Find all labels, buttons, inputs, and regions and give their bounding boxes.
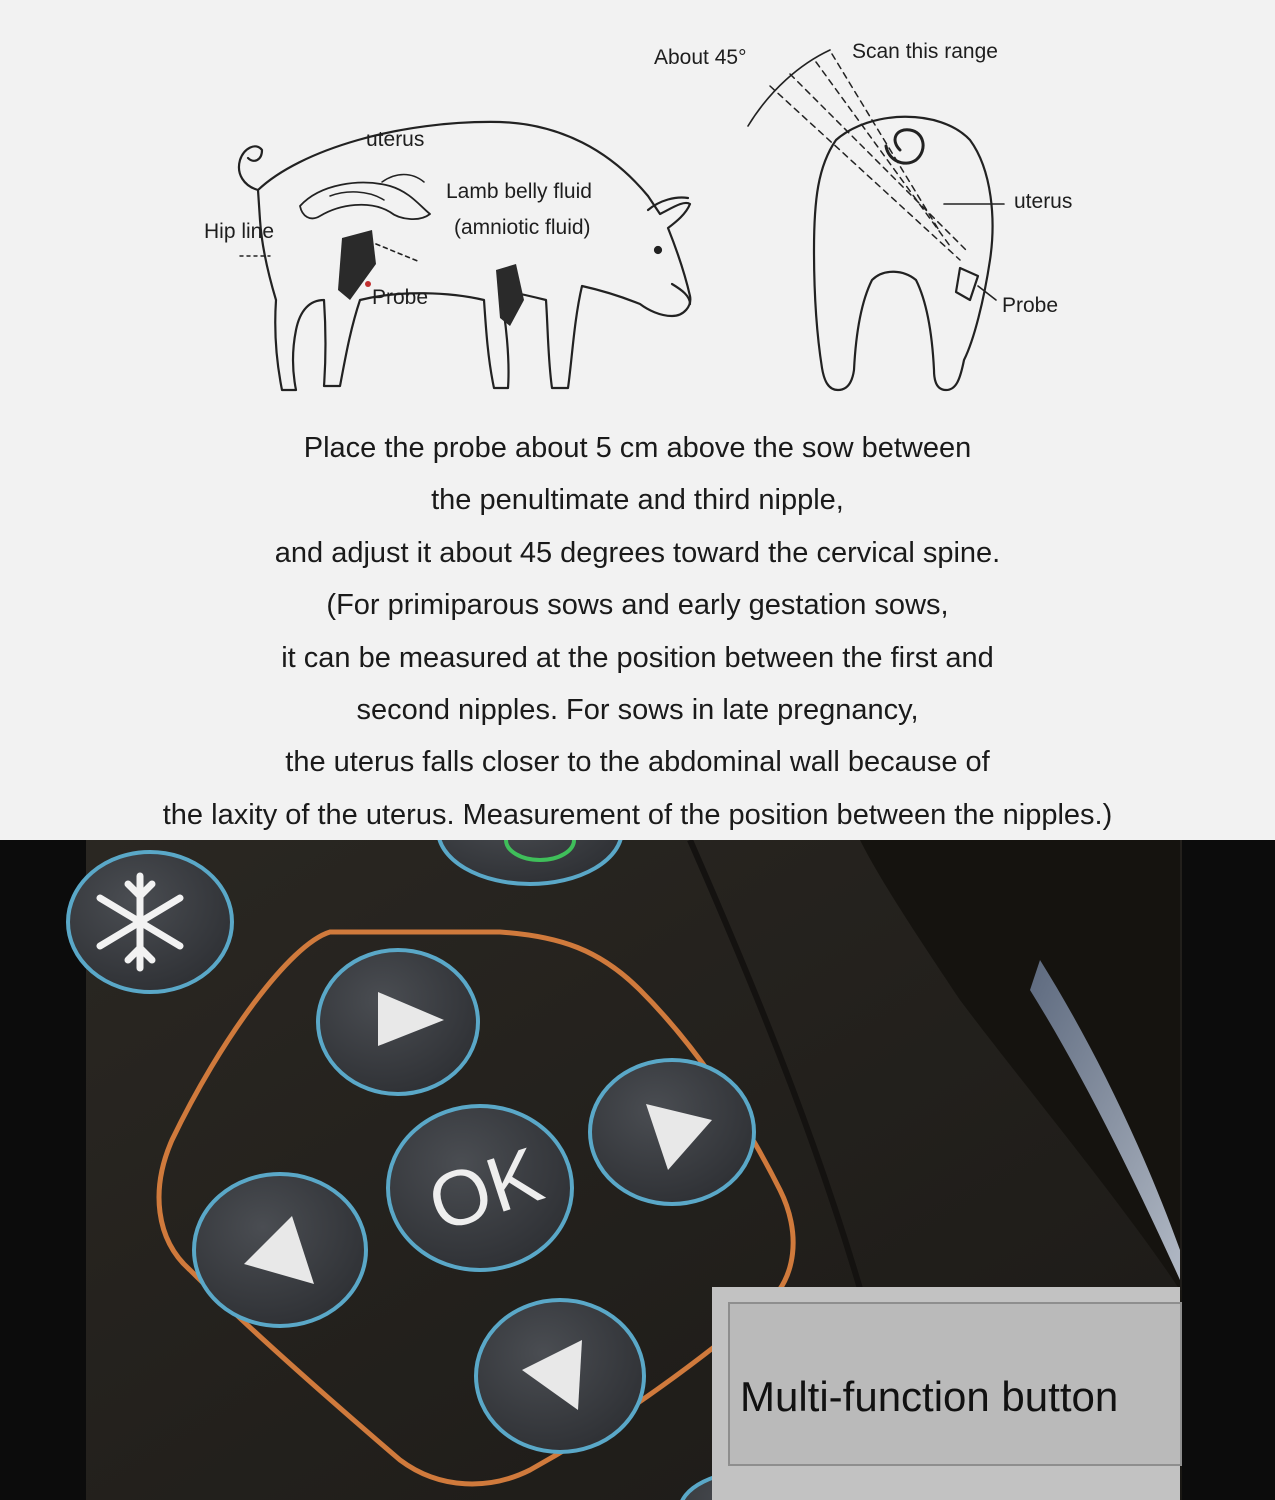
freeze-button[interactable] [68, 852, 232, 992]
rear-probe [956, 268, 978, 300]
instruction-line: the uterus falls closer to the abdominal wall because of [285, 746, 990, 779]
ok-button[interactable] [388, 1106, 572, 1270]
scan-ray-1 [770, 86, 960, 260]
pig-tail [239, 146, 262, 190]
scan-ray-2 [790, 74, 968, 252]
instruction-line: the penultimate and third nipple, [431, 484, 844, 517]
left-button[interactable] [194, 1174, 366, 1326]
pig-diagram-illustration [0, 0, 1275, 420]
probe-pointer-line [978, 286, 996, 300]
label-scan-range: Scan this range [852, 40, 998, 63]
callout-label: Multi-function button [740, 1373, 1119, 1420]
right-button[interactable] [590, 1060, 754, 1204]
instruction-line: Place the probe about 5 cm above the sow between [303, 432, 972, 464]
pig-rear-outline [814, 117, 993, 390]
label-hip-line: Hip line [204, 220, 275, 243]
pig-eye [655, 247, 661, 253]
scan-range-arc [748, 50, 830, 126]
label-amniotic-fluid-line1: Lamb belly fluid [446, 180, 592, 203]
fore-leg-shading [496, 264, 524, 326]
device-keypad-photo [0, 840, 1275, 1500]
label-probe-side: Probe [372, 286, 429, 309]
scan-ray-3 [816, 62, 950, 246]
label-uterus-rear: uterus [1014, 190, 1073, 213]
ok-label: OK [417, 1129, 553, 1249]
instruction-line: it can be measured at the position between the first and [281, 641, 994, 674]
instruction-line: the laxity of the uterus. Measurement of the position between the nipples.) [162, 798, 1113, 831]
pig-side-outline [258, 122, 690, 390]
instruction-text [0, 422, 1275, 841]
probe-marker [365, 281, 371, 287]
down-button[interactable] [476, 1300, 644, 1452]
label-angle: About 45° [654, 46, 747, 69]
abdomen-hatching [376, 244, 420, 262]
label-probe-rear: Probe [1002, 294, 1059, 317]
hind-leg-shading [338, 230, 376, 300]
instruction-line: (For primiparous sows and early gestation sows, [326, 589, 949, 622]
label-uterus-side: uterus [366, 128, 425, 151]
uterus-sketch [300, 183, 430, 219]
instruction-line: and adjust it about 45 degrees toward the cervical spine. [274, 536, 1001, 569]
label-amniotic-fluid-line2: (amniotic fluid) [454, 216, 591, 239]
instruction-line: second nipples. For sows in late pregnancy, [356, 694, 919, 727]
rear-tail-swirl [886, 130, 923, 163]
up-button[interactable] [318, 950, 478, 1094]
